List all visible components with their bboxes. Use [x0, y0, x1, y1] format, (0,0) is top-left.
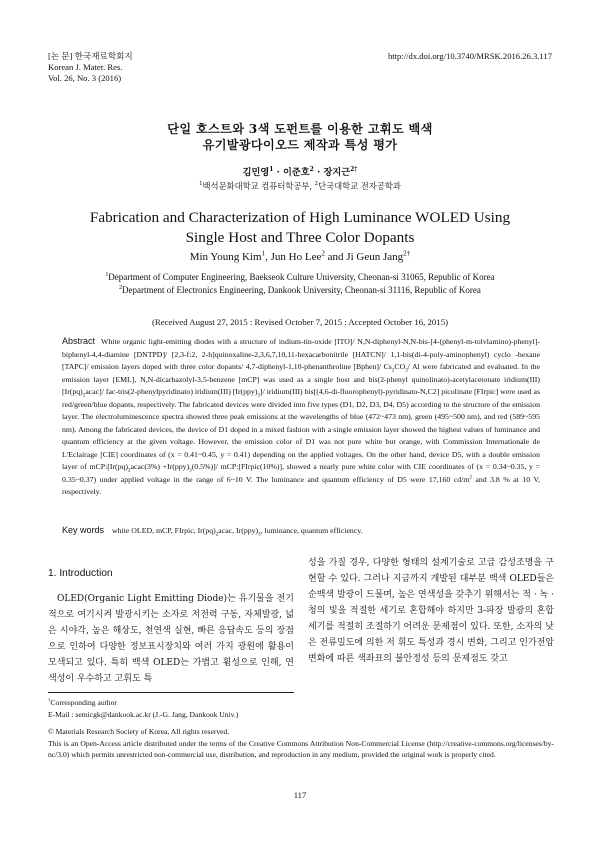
affil-en-sup2: 2	[119, 285, 122, 291]
intro-paragraph-left: OLED(Organic Light Emitting Diode)는 유기물을 전기적으로 여기시켜 발광시키는 소자로 저전력 구동, 자체발광, 넓은 시야각, 높은 해상도, 천연색 실현, 빠른 응답속도 등의 장점으로 인하여 다양한 정보표시장치와 여러 가지 광원에 활용이 모색되고 있다. 특히 백색 OLED는 가볍고 휨성으로 인해, 연색성이 우수하고 고휘도 특	[48, 594, 294, 684]
keywords-text-2: acac, Ir(ppy)	[218, 526, 259, 535]
title-korean-line2: 유기발광다이오드 제작과 특성 평가	[202, 138, 398, 152]
keywords-text-1: white OLED, mCP, FIrpic, Ir(pq)	[112, 526, 216, 535]
affil-en-sup1: 1	[105, 272, 109, 278]
abstract-text-6: (0.5%)]/ mCP:[FIrpic(10%)], showed a nearly pure white color with CIE coordinates of (x = 0.34~0.35, y = 0.35~0.37) under applied voltage in the range of 6~10 V. The luminance and quantum efficiency of D5 were 17,160 cd/m	[62, 462, 540, 484]
abstract-sup-m2: 2	[469, 473, 472, 480]
copyright-notice: © Materials Research Society of Korea, All rights reserved.	[48, 727, 230, 736]
author-ko-2: 이준호	[283, 167, 310, 178]
abstract-text-5: acac(3%) +Ir(ppy)	[130, 462, 190, 471]
affiliation-english	[0, 271, 600, 297]
author-ko-1: 김민영	[242, 167, 270, 178]
affil-en-text1: Department of Computer Engineering, Baekseok Culture University, Cheonan-si 31065, Republic of Korea	[108, 272, 495, 282]
affil-en-text2: Department of Electronics Engineering, Dankook University, Cheonan-si 31116, Republic of Korea	[122, 285, 481, 295]
affil-ko-sup2: 2	[314, 181, 319, 188]
author-ko-sep1: ·	[273, 167, 284, 178]
abstract-text-4: ]/ iridium(III) bis[(4,6-di-fluorophenyl)-pyridinato-N,C2] picolinate [FIrpic] were used as red/green/blue dopants, respectively. The fabricated devices were divided into five types (D1, D2, D3, D4, D5) according to the structure of the emission layer. The electroluminescence spectra showed three peak emissions at the wavelengths of blue (472~473 nm), green (495~500 nm), and red (589~595 nm). Among the fabricated devices, the device of D1 doped in a mixed fashion with a single emission layer showed the highest values of luminance and quantum efficiency at the given voltage. However, the emission color of D1 was not pure white but orange, with Commission Internationale de L'Eclairage [CIE] coordinates of (x = 0.41~0.45, y = 0.41) depending on the applied voltages. On the other hand, device D5, with a double emission layer of mCP:[Ir(pq)	[62, 387, 541, 471]
received-dates: (Received August 27, 2015 : Revised October 7, 2015 : Accepted October 16, 2015)	[151, 317, 449, 327]
abstract-sub-pq2: 2	[128, 467, 131, 474]
keywords-sub-2: 3	[258, 531, 261, 538]
abstract-text-7: and 3.8 % at 10 V, respectively.	[62, 474, 540, 496]
page-number: 117	[293, 790, 307, 800]
corresponding-author	[48, 697, 554, 709]
author-ko-2-sup: 2	[309, 165, 314, 173]
abstract-sub-cs: 2	[391, 367, 395, 374]
abstract-sub-pq: 2	[82, 392, 86, 399]
abstract-text-1: White organic light-emitting diodes with a structure of indium-tin-oxide [ITO]/ N,N-diphenyl-N,N-bis-[4-(phenyl-m-tolvlamino)-phenyl]-biphenyl-4,4-diamine [DNTPD]/ [2,3-f:2, 2-h]quinoxaline-2,3,6,7,10,11-hexacarbonitrile [HATCN]/ 1,1-bis(di-4-poly-aminophenyl) cyclo -hexane [TAPC]/ emission layers doped with three color dopants/ 4,7-diphenyl-1,10-phenanthroline [Bphen]/ Cs	[62, 337, 540, 371]
license-text: This is an Open-Access article distributed under the terms of the Creative Commons Attribution Non-Commercial License (http://creative-commons.org/licenses/by-nc/3.0) which permits unrestricted non-commercial use, distribution, and reproduction in any medium, provided the original work is properly cited.	[48, 738, 554, 759]
section-heading-introduction: 1. Introduction	[48, 568, 113, 579]
author-ko-3-sup: 2†	[350, 165, 358, 173]
abstract-heading: Abstract	[62, 336, 96, 346]
author-en-2: , Jun Ho Lee	[265, 251, 322, 263]
author-ko-3: 장지근	[323, 167, 351, 178]
author-ko-sep2: ·	[313, 167, 324, 178]
corresponding-author-label: Corresponding author	[50, 698, 117, 707]
keywords-heading: Key words	[62, 525, 105, 535]
journal-name-en: Korean J. Mater. Res.	[48, 62, 123, 72]
affil-en-line1	[0, 271, 600, 284]
keywords-sub-1: 2	[215, 531, 219, 538]
affil-en-line2	[0, 284, 600, 297]
abstract-sub-ppy2: 3	[189, 467, 192, 474]
journal-header	[48, 51, 133, 84]
author-en-1: Min Young Kim	[189, 251, 262, 263]
abstract-text-2: / Al were fabricated and evaluated. In the emission layer [EML], N,N-dicarbazolyl-3,5-benzene [mCP] was used as a single host and bis(2-phenyl quinolinato)-acetylacetonate iridium(III) [Ir(pq)	[62, 362, 540, 396]
title-english-line2: Single Host and Three Color Dopants	[185, 229, 415, 246]
abstract-sub-ppy: 3	[257, 392, 260, 399]
journal-volume: Vol. 26, No. 3 (2016)	[48, 73, 122, 83]
affil-ko-text2: 단국대학교 전자공학과	[318, 181, 401, 191]
title-korean	[0, 121, 600, 153]
abstract-text-3: acac]/ fac-tris(2-phenylpyridinato) iridium(III) [Ir(ppy)	[85, 387, 258, 396]
author-email: E-Mail : semicgk@dankook.ac.kr (J.-G. Jang, Dankook Univ.)	[48, 709, 239, 719]
intro-paragraph-right: 성을 가질 경우, 다양한 형태의 설계기술로 고급 감성조명을 구현할 수 있다. 그러나 지금까지 개발된 대부분 백색 OLED들은 순백색 발광이 드물며, 높은 연색성을 갖추기 위해서는 적 · 녹 · 청의 빛을 적절한 세기로 혼합해야 하지만 3-파장 발광의 혼합 세기를 적절히 조절하기 어려운 문제점이 있다. 또한, 소자의 낮은 전류밀도에 의한 저 휘도 특성과 경시 변화, 그리고 인가전압 변화에 따른 색좌표의 불안정성 등의 문제점도 갖고	[308, 558, 554, 664]
doi-link[interactable]: http://dx.doi.org/10.3740/MRSK.2016.26.3.117	[387, 51, 552, 61]
title-korean-line1: 단일 호스트와 3색 도펀트를 이용한 고휘도 백색	[167, 122, 433, 136]
author-en-3: and Ji Geun Jang	[324, 251, 404, 263]
title-english	[0, 208, 600, 248]
author-en-3-sup: 2†	[403, 249, 411, 258]
affil-ko-text1: 백석문화대학교 컴퓨터학공부,	[202, 181, 315, 191]
abstract	[62, 335, 540, 499]
author-en-2-sup: 2	[321, 249, 325, 258]
authors-english	[0, 251, 600, 263]
keywords	[62, 525, 540, 538]
abstract-sub-co: 3	[405, 367, 408, 374]
journal-name-ko: [논 문] 한국재료학회지	[48, 51, 133, 61]
affil-ko-sup1: 1	[199, 181, 203, 188]
keywords-text-3: , luminance, quantum efficiency.	[260, 526, 363, 535]
corresponding-author-mark: †	[48, 698, 51, 704]
footnotes	[48, 697, 554, 761]
authors-korean	[0, 164, 600, 178]
author-ko-1-sup: 1	[269, 165, 274, 173]
title-english-line1: Fabrication and Characterization of High Luminance WOLED Using	[89, 209, 511, 226]
footnote-divider	[48, 692, 294, 693]
abstract-text-1b: CO	[394, 362, 406, 371]
affiliation-korean	[0, 180, 600, 192]
author-en-1-sup: 1	[261, 249, 266, 258]
